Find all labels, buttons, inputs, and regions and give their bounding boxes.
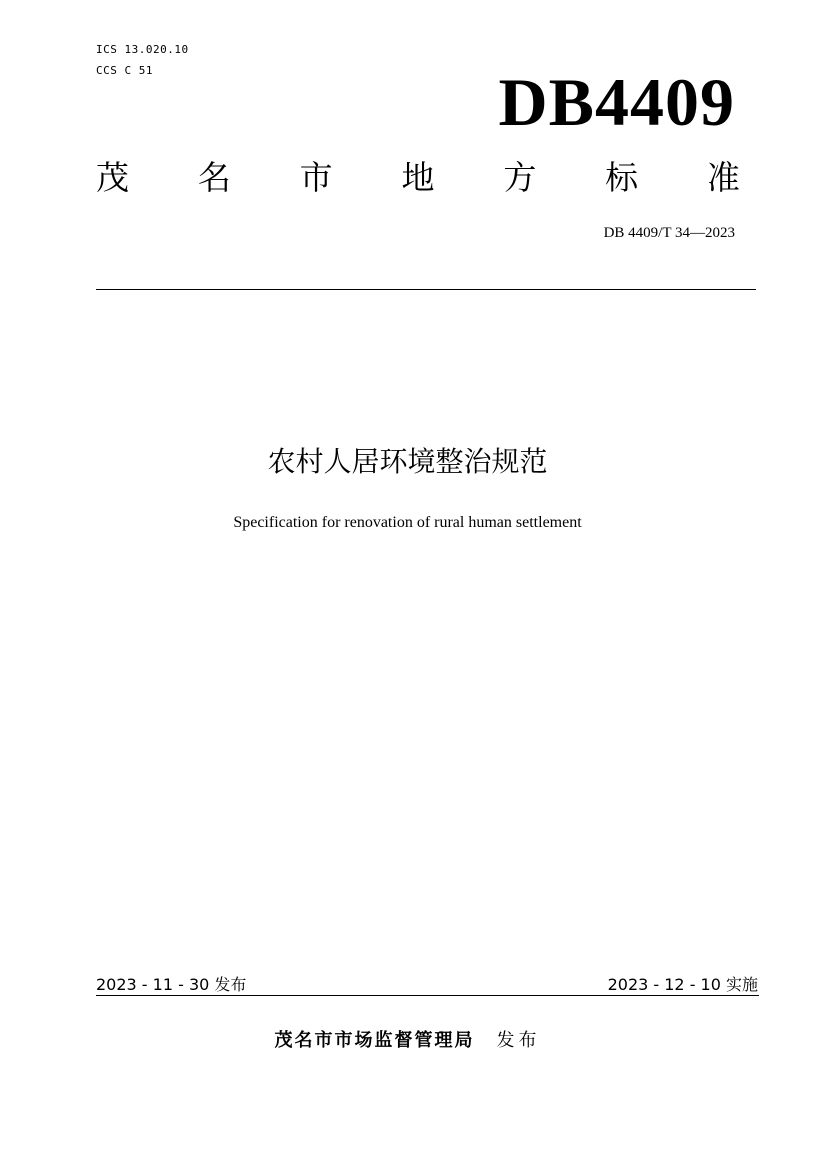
issue-action: 发布 xyxy=(496,1030,541,1051)
ccs-code: CCS C 51 xyxy=(96,64,153,77)
standard-type-title xyxy=(96,156,740,200)
header-divider xyxy=(96,289,756,290)
standard-type-char: 茂 xyxy=(96,158,129,197)
implement-date: 2023 - 12 - 10 实施 xyxy=(607,975,758,994)
document-title-chinese: 农村人居环境整治规范 xyxy=(267,445,548,478)
standard-type-char: 地 xyxy=(401,158,435,197)
standard-type-char: 方 xyxy=(503,158,537,197)
standard-type-char: 准 xyxy=(706,158,740,197)
db-standard-code: DB4409 xyxy=(498,64,735,140)
standard-type-char: 名 xyxy=(197,158,231,197)
ics-code: ICS 13.020.10 xyxy=(96,43,189,56)
standard-number: DB 4409/T 34—2023 xyxy=(603,225,735,241)
issuer-line xyxy=(0,1028,815,1054)
document-title-english: Specification for renovation of rural human settlement xyxy=(233,514,582,531)
issuing-organization: 茂名市市场监督管理局 xyxy=(274,1030,475,1051)
footer-divider xyxy=(96,995,759,996)
standard-type-char: 标 xyxy=(605,158,639,197)
standard-type-char: 市 xyxy=(299,158,333,197)
publish-date: 2023 - 11 - 30 发布 xyxy=(96,975,247,994)
